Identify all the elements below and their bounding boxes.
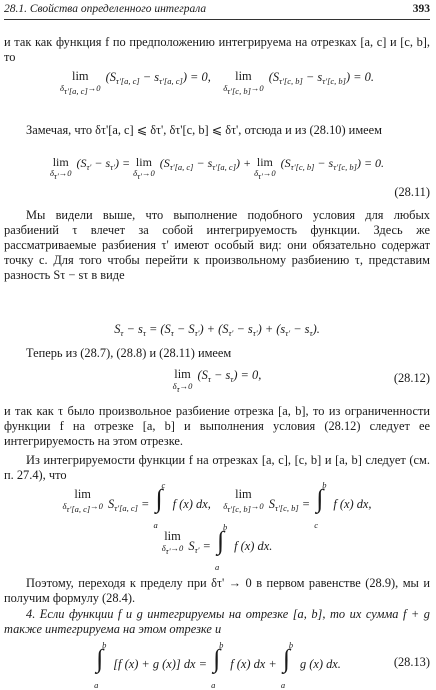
paragraph-3: Мы видели выше, что выполнение подобного условия для любых разбиений τ влечет за собой интегрируемость функции. Здесь же рассматриваемые разбиения τ' имеют особый вид: они обязательно содержат точку c. Для того чтобы перейти к произвольному разбиению τ, представим разность Sτ − sτ в виде xyxy=(4,208,430,282)
equation-2: lim $\delta_{\tau'}\to 0$ $(S_{\tau'} - s_{\tau'})$ = lim $\delta_{\tau'}\to 0$ $(S_{\tau'[a, c]} - s_{\tau'[a, c]})$ + lim $\delta_{\tau'}\to 0$ $(S_{\tau'[c, b]} - s_{\tau'[c, b]}) = 0$. xyxy=(49,155,385,182)
paragraph-7: Поэтому, переходя к пределу при δτ' → 0 в первом равенстве (28.9), мы и получим формулу (28.4). xyxy=(4,576,430,605)
equation-3: $S_\tau - s_\tau = (S_\tau - S_{\tau'}) + (S_{\tau'} - s_{\tau'}) + (s_{\tau'} - s_\tau)$. xyxy=(114,322,320,338)
section-title: 28.1. Свойства определенного интеграла xyxy=(4,3,207,15)
header-rule xyxy=(4,19,430,20)
paragraph-6: Из интегрируемости функции f на отрезках [a, c], [c, b] и [a, b] следует (см. п. 27.4), что xyxy=(4,453,430,482)
equation-7: ∫ b a [f (x) + g (x)] dx = ∫ b a f (x) dx + ∫ b a g (x) dx. xyxy=(94,640,341,690)
paragraph-4: Теперь из (28.7), (28.8) и (28.11) имеем xyxy=(26,346,232,360)
equation-number-28-11: (28.11) xyxy=(394,185,430,199)
equation-6: lim $\delta_{\tau'}\to 0$ $S_{\tau'}$ = ∫ b a f (x) dx. xyxy=(161,522,273,572)
equation-1: lim $\delta_{\tau'[a, c]}\to 0$ $(S_{\tau'[a, c]} - s_{\tau'[a, c]}) = 0$, lim $\delta_{\tau'[c, b]}\to 0$ $(S_{\tau'[c, b]} - s_{\tau'[c, b]}) = 0$. xyxy=(60,69,374,96)
paragraph-5: и так как τ было произвольное разбиение отрезка [a, b], то из ограниченности функции f на отрезке [a, b] и выполнения условия (28.12) следует ее интегрируемость на этом отрезке. xyxy=(4,404,431,448)
paragraph-1: и так как функция f по предположению интегрируема на отрезках [a, c] и [c, b], то xyxy=(4,35,430,64)
equation-number-28-12: (28.12) xyxy=(393,371,430,385)
page-number: 393 xyxy=(412,3,430,15)
equation-5: lim $\delta_{\tau'[a, c]}\to 0$ $S_{\tau'[a, c]}$ = ∫ c a f (x) dx, lim $\delta_{\tau'[c, b]}\to 0$ $S_{\tau'[c, b]}$ = ∫ b c f (x) dx, xyxy=(62,480,372,530)
paragraph-2: Замечая, что δτ'[a, c] ⩽ δτ', δτ'[c, b] ⩽ δτ', отсюда и из (28.10) имеем xyxy=(26,123,382,137)
theorem-4-statement: 4. Если функции f и g интегрируемы на отрезке [a, b], то их сумма f + g также интегрируема на этом отрезке и xyxy=(4,607,430,636)
equation-4: lim $\delta_\tau\to 0$ $(S_\tau - s_\tau) = 0$, xyxy=(172,367,262,394)
equation-number-28-13: (28.13) xyxy=(393,655,430,669)
running-header xyxy=(4,3,430,17)
